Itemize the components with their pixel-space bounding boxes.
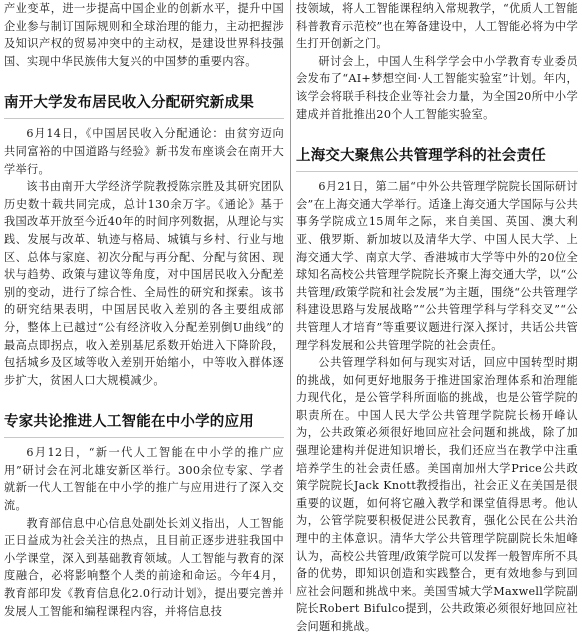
spacer	[4, 389, 284, 411]
spacer	[296, 123, 578, 145]
article-paragraph: 研讨会上，中国人生科学学会中小学教育专业委员会发布了“AI+梦想空间·人工智能实验室”计划。年内，该学会将联手科技企业等社会力量，为全国20所中小学建成并首批推出20个人工智能实验室。	[296, 54, 578, 121]
title-rule	[296, 171, 578, 172]
article-paragraph: 公共管理学科如何与现实对话，回应中国转型时期的挑战，如何更好地服务于推进国家治理体系和治理能力现代化，是公管学科所面临的挑战，也是公管学院的职责所在。中国人民大学公共管理学院院长杨开峰认为，公共政策必须很好地回应社会问题和挑战，除了加强理论建构并促进知识增长，我们还应当在教学中注重培养学生的社会责任感。美国南加州大学Price公共政策学院院长Jack Knott教授指出，社会正义在美国是很重要的议题，如何将它融入教学和课堂值得思考。他认为，公管学院要积极促进公民教育，强化公民在公共治理中的主体意识。清华大学公共管理学院副院长朱旭峰认为，高校公共管理/政策学院可以发挥一般智库所不具备的优势，即知识创造和实践整合，更有效地参与到回应社会问题和挑战中来。美国雪城大学Maxwell学院副院长Robert Bifulco提到，公共政策必须很好地回应社会问题和挑战。	[296, 356, 578, 633]
title-rule	[4, 118, 284, 119]
column-divider	[290, 0, 291, 594]
continued-paragraph: 技领域，将人工智能课程纳入常规教学，“优质人工智能科普教育示范校”也在筹备建设中，人工智能必将为中学生打开创新之门。	[296, 2, 578, 51]
article-title-nankai: 南开大学发布居民收入分配研究新成果	[4, 95, 254, 112]
title-rule	[4, 437, 284, 438]
article-title-sjtu: 上海交大聚焦公共管理学科的社会责任	[296, 148, 546, 165]
article-paragraph: 6月12日，“新一代人工智能在中小学的推广应用”研讨会在河北雄安新区举行。300余位专家、学者就新一代人工智能在中小学的推广与应用进行了深入交流。	[4, 446, 284, 513]
continued-paragraph: 产业变革，进一步提高中国企业的创新水平，提升中国企业参与制订国际规则和全球治理的能力，主动把握涉及知识产权的贸易冲突中的主动权，是建设世界科技强国、实现中华民族伟大复兴的中国梦的重要内容。	[4, 2, 284, 68]
left-column	[4, 0, 284, 618]
spacer	[4, 70, 284, 92]
article-title-ai-education: 专家共论推进人工智能在中小学的应用	[4, 414, 254, 431]
article-paragraph: 教育部信息中心信息处副处长刘义指出，人工智能正日益成为社会关注的热点，且目前正逐步进驻我国中小学课堂，深入到基础教育领域。人工智能与教育的深度融合，必将影响整个人类的前途和命运。今年4月，教育部印发《教育信息化2.0行动计划》，提出要完善并发展人工智能和编程课程内容，并将信息技	[4, 516, 284, 618]
article-paragraph: 6月14日，《中国居民收入分配通论：由贫穷迈向共同富裕的中国道路与经验》新书发布座谈会在南开大学举行。	[4, 127, 284, 176]
article-paragraph: 6月21日，第二届“中外公共管理学院院长国际研讨会”在上海交通大学举行。适逢上海交通大学国际与公共事务学院成立15周年之际，来自美国、英国、澳大利亚、俄罗斯、新加坡以及清华大学、中国人民大学、上海交通大学、南京大学、香港城市大学等中外的20位全球知名高校公共管理学院院长齐聚上海交通大学，以“公共管理/政策学院和社会发展”为主题，围绕“公共管理学科建设思路与发展战略”“公共管理学科与学科交叉”“公共管理人才培育”等重要议题进行深入探讨，共话公共管理学科发展和公共管理学院的社会责任。	[296, 180, 578, 352]
article-paragraph: 该书由南开大学经济学院教授陈宗胜及其研究团队历史数十载共同完成，总计130余万字。《通论》基于我国改革开放至今近40年的时间序列数据，从理论与实践、发展与改革、轨迹与格局、城镇与乡村、行业与地区、总体与家庭、初次分配与再分配、分配与贫困、现状与趋势、政策与建议等角度，对中国居民收入分配差别的变动，进行了综合性、全局性的研究和探索。该书的研究结果表明，中国居民收入差别的各主要组成部分，整体上已越过“公有经济收入分配差别倒U曲线”的最高点即拐点，收入差别基尼系数开始进入下降阶段，包括城乡及区域等收入差别开始缩小，中等收入群体逐步扩大，贫困人口大规模减少。	[4, 180, 284, 387]
right-column	[296, 0, 578, 633]
